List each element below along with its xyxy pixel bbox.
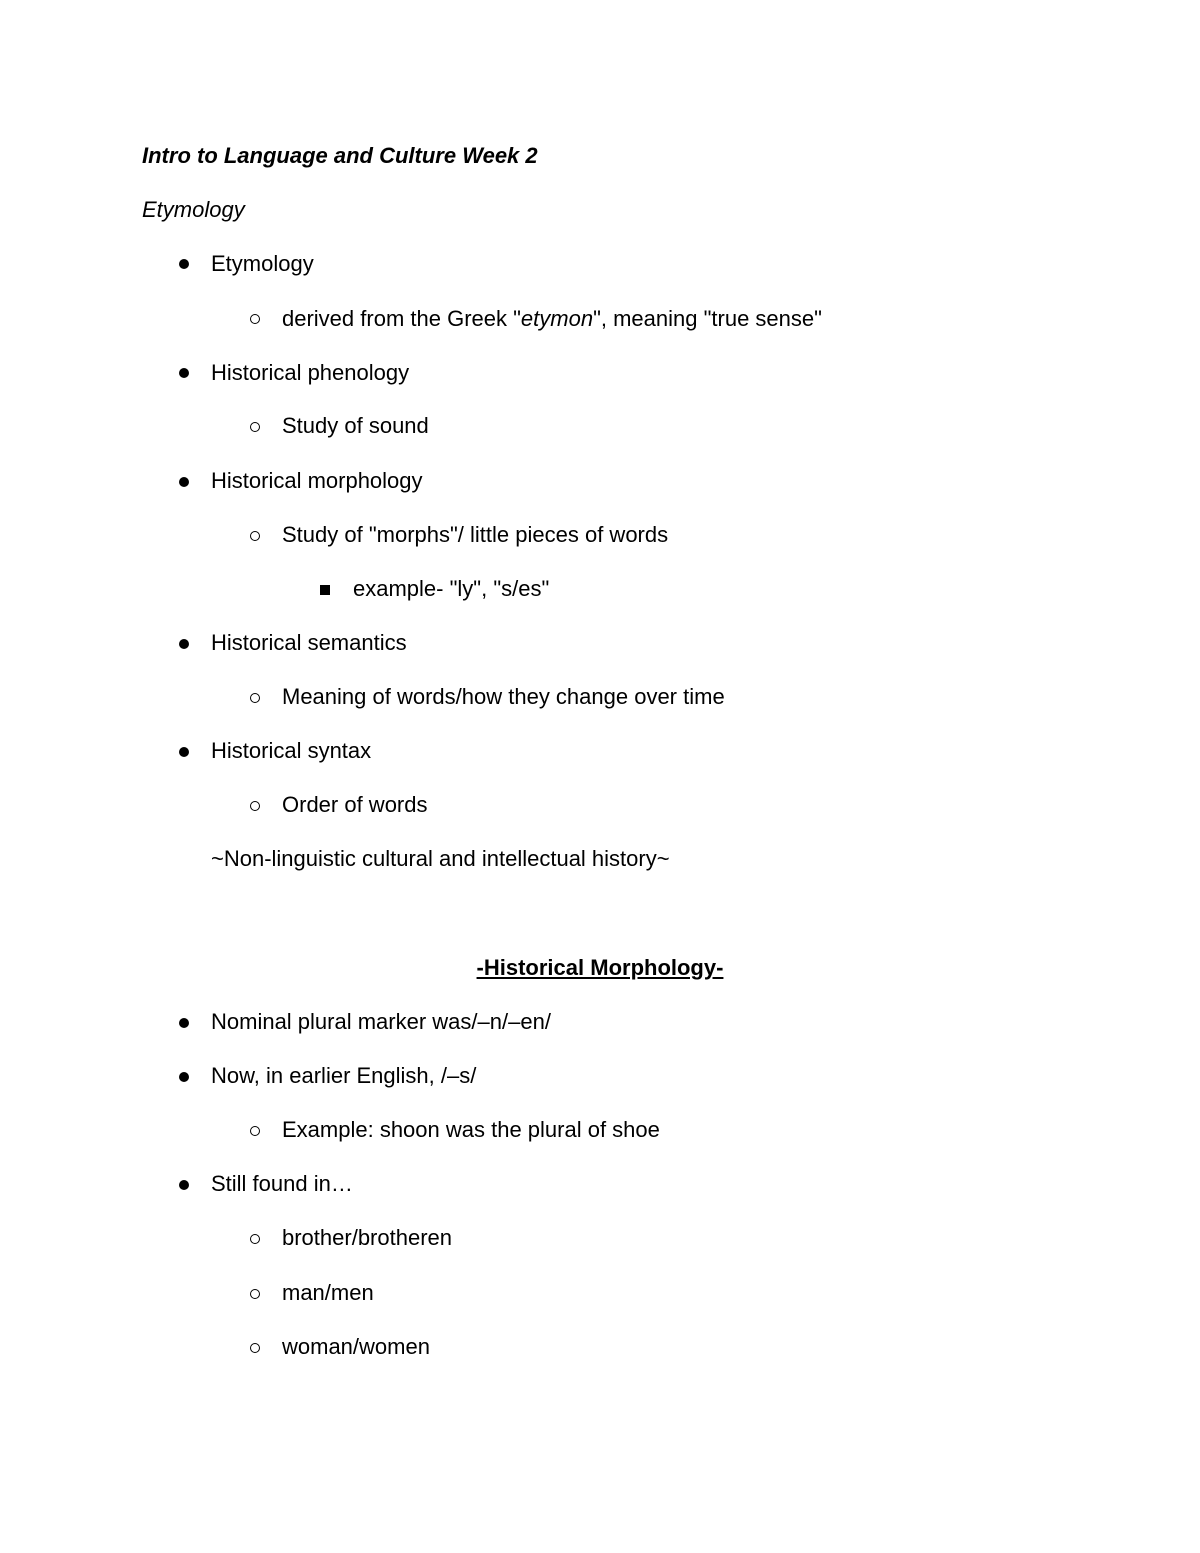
list-item: Order of words — [282, 792, 428, 817]
list-item-text: ", meaning "true sense" — [593, 306, 822, 331]
list-item: Historical phenology — [211, 360, 410, 385]
list-item: Historical syntax — [211, 738, 372, 763]
list-item: Study of "morphs"/ little pieces of words — [282, 522, 669, 547]
list-item: Historical semantics — [211, 630, 407, 655]
closing-note: ~Non-linguistic cultural and intellectual history~ — [211, 846, 670, 871]
list-item: Etymology — [211, 251, 314, 276]
list-item: man/men — [282, 1280, 374, 1305]
bullet-filled-icon — [179, 477, 189, 487]
bullet-hollow-icon — [250, 1126, 260, 1136]
bullet-filled-icon — [179, 368, 189, 378]
section-heading-historical-morphology: -Historical Morphology- — [476, 955, 724, 980]
list-item: woman/women — [282, 1334, 430, 1359]
bullet-hollow-icon — [250, 422, 260, 432]
section-heading-etymology: Etymology — [142, 197, 245, 222]
list-item-text: derived from the Greek " — [282, 306, 521, 331]
bullet-hollow-icon — [250, 314, 260, 324]
bullet-filled-icon — [179, 1180, 189, 1190]
bullet-filled-icon — [179, 747, 189, 757]
bullet-filled-icon — [179, 1018, 189, 1028]
bullet-filled-icon — [179, 259, 189, 269]
list-item: Study of sound — [282, 413, 429, 438]
list-item: example- "ly", "s/es" — [353, 576, 550, 601]
list-item — [282, 305, 822, 333]
list-item: Now, in earlier English, /–s/ — [211, 1063, 477, 1088]
bullet-hollow-icon — [250, 1289, 260, 1299]
list-item: Still found in… — [211, 1171, 353, 1196]
bullet-hollow-icon — [250, 1343, 260, 1353]
bullet-hollow-icon — [250, 1234, 260, 1244]
bullet-hollow-icon — [250, 801, 260, 811]
bullet-square-icon — [320, 585, 330, 595]
list-item: Example: shoon was the plural of shoe — [282, 1117, 660, 1142]
bullet-filled-icon — [179, 639, 189, 649]
list-item: Meaning of words/how they change over time — [282, 684, 725, 709]
list-item: Historical morphology — [211, 468, 423, 493]
document-title: Intro to Language and Culture Week 2 — [142, 143, 538, 168]
list-item: brother/brotheren — [282, 1225, 452, 1250]
list-item: Nominal plural marker was/–n/–en/ — [211, 1009, 551, 1034]
list-item-emphasis: etymon — [520, 306, 594, 331]
bullet-filled-icon — [179, 1072, 189, 1082]
bullet-hollow-icon — [250, 693, 260, 703]
bullet-hollow-icon — [250, 531, 260, 541]
